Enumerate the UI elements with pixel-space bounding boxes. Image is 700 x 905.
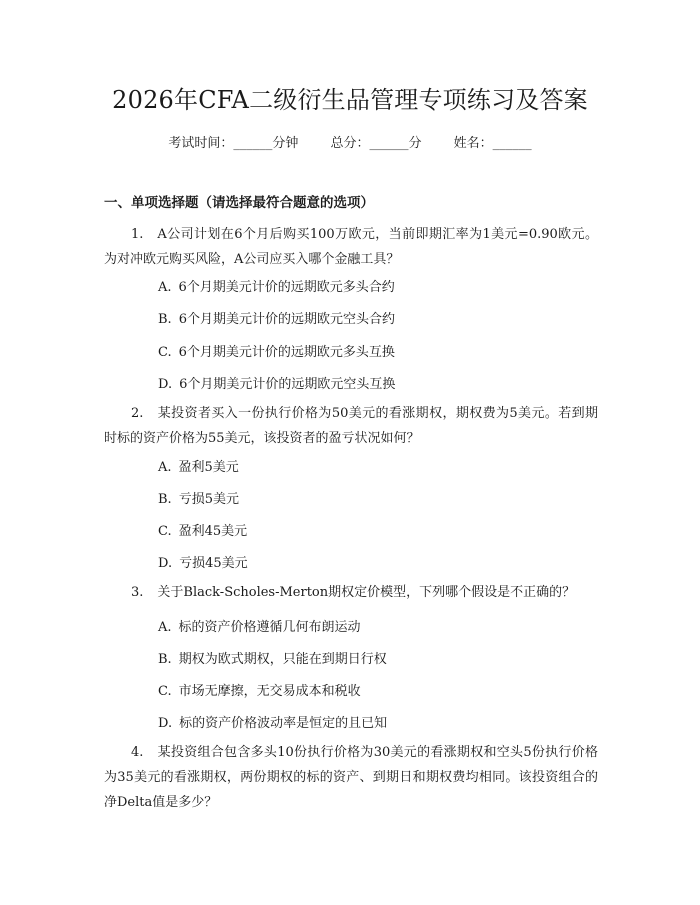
option-letter: B. [158,312,172,327]
option-text: 市场无摩擦，无交易成本和税收 [178,684,361,699]
option-letter: D. [158,377,173,392]
option-2a [158,456,239,475]
question-number: 2. [131,406,144,421]
option-text: 标的资产价格波动率是恒定的且已知 [179,716,388,731]
option-3c [158,680,361,699]
option-2b [158,488,239,507]
option-text: 6个月期美元计价的远期欧元多头互换 [178,345,395,360]
question-1 [104,222,598,272]
total-score-field: 总分：______分 [330,136,422,151]
question-text: 某投资组合包含多头10份执行价格为30美元的看涨期权和空头5份执行价格为35美元的看涨期权，两份期权的标的资产、到期日和期权费均相同。该投资组合的净Delta值是多少？ [104,745,598,810]
option-text: 盈利45美元 [178,524,248,539]
question-number: 4. [131,745,144,760]
option-1d [158,373,395,392]
exam-meta [0,132,700,151]
option-2d [158,552,248,571]
question-2 [104,401,598,451]
option-text: 标的资产价格遵循几何布朗运动 [178,620,361,635]
option-text: 6个月期美元计价的远期欧元空头合约 [178,312,395,327]
question-4 [104,740,598,815]
question-number: 3. [131,585,144,600]
document-title: 2026年CFA二级衍生品管理专项练习及答案 [112,86,588,114]
option-text: 亏损5美元 [178,492,239,507]
option-2c [158,520,247,539]
option-text: 盈利5美元 [178,460,239,475]
exam-time-field: 考试时间：______分钟 [168,136,299,151]
option-1a [158,276,395,295]
option-letter: C. [158,524,172,539]
option-letter: C. [158,345,172,360]
option-1c [158,341,395,360]
option-text: 亏损45美元 [179,556,248,571]
question-number: 1. [131,227,144,242]
option-3d [158,712,387,731]
option-3a [158,616,361,635]
name-field: 姓名：______ [453,136,532,151]
question-3 [104,580,598,605]
question-text: A公司计划在6个月后购买100万欧元，当前即期汇率为1美元=0.90欧元。为对冲欧元购买风险，A公司应买入哪个金融工具？ [104,227,598,267]
option-letter: D. [158,556,173,571]
option-text: 期权为欧式期权，只能在到期日行权 [178,652,387,667]
option-letter: B. [158,652,172,667]
option-letter: A. [158,280,172,295]
question-text: 关于Black-Scholes-Merton期权定价模型，下列哪个假设是不正确的？ [157,585,576,600]
question-text: 某投资者买入一份执行价格为50美元的看涨期权，期权费为5美元。若到期时标的资产价格为55美元，该投资者的盈亏状况如何？ [104,406,598,446]
option-3b [158,648,387,667]
option-letter: A. [158,620,172,635]
option-letter: C. [158,684,172,699]
option-letter: D. [158,716,173,731]
option-letter: A. [158,460,172,475]
section-title: 一、单项选择题（请选择最符合题意的选项） [104,195,374,211]
option-1b [158,308,395,327]
option-text: 6个月期美元计价的远期欧元空头互换 [179,377,396,392]
option-text: 6个月期美元计价的远期欧元多头合约 [178,280,395,295]
option-letter: B. [158,492,172,507]
